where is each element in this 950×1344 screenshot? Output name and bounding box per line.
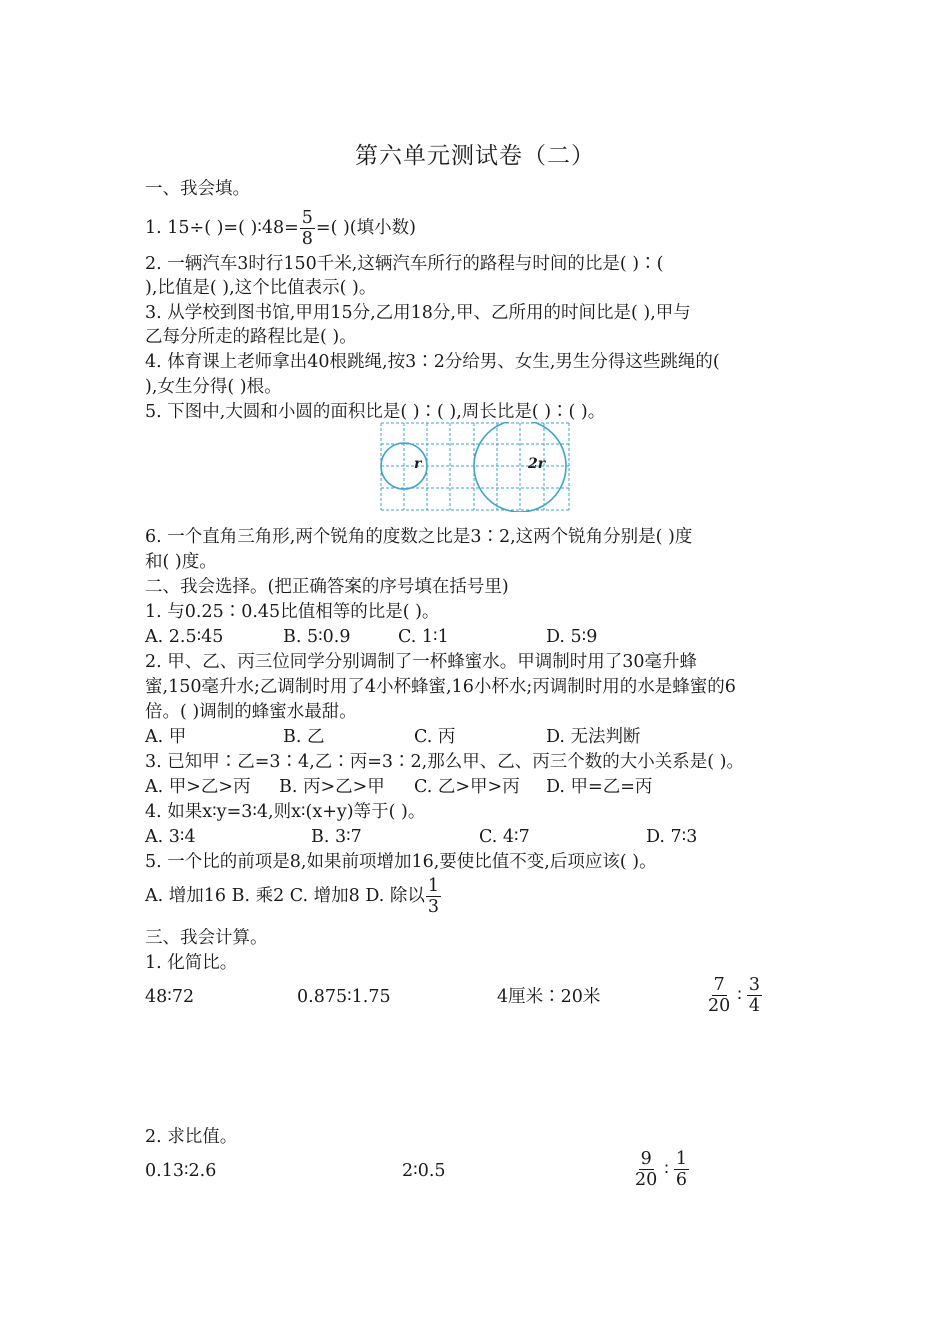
section-1-heading: 一、我会填。	[145, 179, 250, 199]
question-1-5: 5. 下图中,大圆和小圆的面积比是( )∶( ),周长比是( )∶( )。	[145, 402, 606, 422]
section-2-heading: 二、我会选择。(把正确答案的序号填在括号里)	[145, 577, 509, 597]
question-2-1: 1. 与0.25∶0.45比值相等的比是( )。	[145, 602, 440, 622]
part-3-1-label: 1. 化简比。	[145, 953, 238, 973]
option-2-3-c: C. 乙>甲>丙	[414, 777, 520, 797]
fraction-numerator: 1	[427, 876, 440, 896]
option-2-4-d: D. 7∶3	[646, 827, 698, 847]
option-2-2-a: A. 甲	[145, 727, 187, 747]
option-2-1-c: C. 1∶1	[398, 627, 449, 647]
question-2-3: 3. 已知甲∶乙=3∶4,乙∶丙=3∶2,那么甲、乙、丙三个数的大小关系是( )。	[145, 752, 744, 772]
small-radius-label: r	[414, 456, 422, 472]
fraction-denominator: 8	[301, 229, 313, 249]
question-1-6-line-1: 6. 一个直角三角形,两个锐角的度数之比是3∶2,这两个锐角分别是( )度	[145, 527, 693, 547]
fraction-a	[706, 975, 732, 1016]
question-1-4-line-1: 4. 体育课上老师拿出40根跳绳,按3∶2分给男、女生,男生分得这些跳绳的(	[145, 352, 720, 372]
option-2-4-a: A. 3∶4	[145, 827, 196, 847]
ratio-sign: ∶	[664, 1159, 669, 1180]
option-2-1-a: A. 2.5∶45	[145, 627, 224, 647]
option-2-4-b: B. 3∶7	[311, 827, 362, 847]
option-2-2-b: B. 乙	[283, 727, 325, 747]
fraction-numerator: 9	[640, 1149, 652, 1169]
fraction-b	[674, 1149, 689, 1190]
question-1-3-line-2: 乙每分所走的路程比是( )。	[145, 327, 357, 347]
option-2-4-c: C. 4∶7	[479, 827, 530, 847]
expr-3-2-c	[632, 1149, 690, 1190]
section-3-heading: 三、我会计算。	[145, 928, 268, 948]
question-2-2-line-2: 蜜,150毫升水;乙调制时用了4小杯蜂蜜,16小杯水;丙调制时用的水是蜂蜜的6	[145, 677, 736, 697]
large-radius-label: 2r	[528, 456, 546, 472]
question-2-4: 4. 如果x∶y=3∶4,则x∶(x+y)等于( )。	[145, 802, 426, 822]
fraction-denominator: 3	[427, 897, 440, 917]
fraction-a	[633, 1149, 659, 1190]
circles-figure	[380, 422, 570, 512]
fraction-numerator: 7	[713, 975, 725, 995]
part-3-2-label: 2. 求比值。	[145, 1127, 238, 1147]
option-2-5-fraction	[426, 876, 441, 917]
question-1-2-line-1: 2. 一辆汽车3时行150千米,这辆汽车所行的路程与时间的比是( )∶(	[145, 254, 664, 274]
option-2-2-d: D. 无法判断	[546, 727, 641, 747]
page-title: 第六单元测试卷（二）	[355, 143, 595, 169]
question-1-2-line-2: ),比值是( ),这个比值表示( )。	[145, 278, 377, 298]
expr-3-1-a: 48∶72	[145, 987, 195, 1007]
fraction-denominator: 6	[675, 1170, 687, 1190]
option-2-3-a: A. 甲>乙>丙	[145, 777, 251, 797]
options-2-5	[145, 876, 442, 917]
expr-3-2-a: 0.13∶2.6	[145, 1161, 217, 1181]
question-1-1	[145, 208, 416, 249]
fraction-numerator: 1	[675, 1149, 687, 1169]
options-2-5-text: A. 增加16 B. 乘2 C. 增加8 D. 除以	[145, 886, 425, 906]
q1-1-fraction	[300, 208, 315, 249]
option-2-1-d: D. 5∶9	[546, 627, 598, 647]
expr-3-1-d	[705, 975, 763, 1016]
fraction-numerator: 5	[301, 208, 313, 228]
fraction-denominator: 4	[748, 996, 760, 1016]
option-2-2-c: C. 丙	[414, 727, 456, 747]
fraction-denominator: 20	[708, 996, 731, 1016]
ratio-sign: ∶	[737, 985, 742, 1006]
question-1-6-line-2: 和( )度。	[145, 552, 217, 572]
question-1-4-line-2: ),女生分得( )根。	[145, 377, 282, 397]
question-2-2-line-3: 倍。( )调制的蜂蜜水最甜。	[145, 702, 357, 722]
question-2-5: 5. 一个比的前项是8,如果前项增加16,要使比值不变,后项应该( )。	[145, 852, 657, 872]
question-2-2-line-1: 2. 甲、乙、丙三位同学分别调制了一杯蜂蜜水。甲调制时用了30毫升蜂	[145, 652, 698, 672]
q1-1-text-b: =( )(填小数)	[315, 218, 416, 238]
option-2-3-b: B. 丙>乙>甲	[279, 777, 385, 797]
expr-3-1-c: 4厘米∶20米	[497, 987, 601, 1007]
expr-3-2-b: 2∶0.5	[402, 1161, 446, 1181]
option-2-3-d: D. 甲=乙=丙	[546, 777, 653, 797]
q1-1-text-a: 1. 15÷( )=( )∶48=	[145, 218, 299, 238]
option-2-1-b: B. 5∶0.9	[283, 627, 351, 647]
fraction-numerator: 3	[748, 975, 760, 995]
fraction-denominator: 20	[635, 1170, 658, 1190]
question-1-3-line-1: 3. 从学校到图书馆,甲用15分,乙用18分,甲、乙所用的时间比是( ),甲与	[145, 303, 691, 323]
fraction-b	[747, 975, 762, 1016]
expr-3-1-b: 0.875∶1.75	[297, 987, 391, 1007]
